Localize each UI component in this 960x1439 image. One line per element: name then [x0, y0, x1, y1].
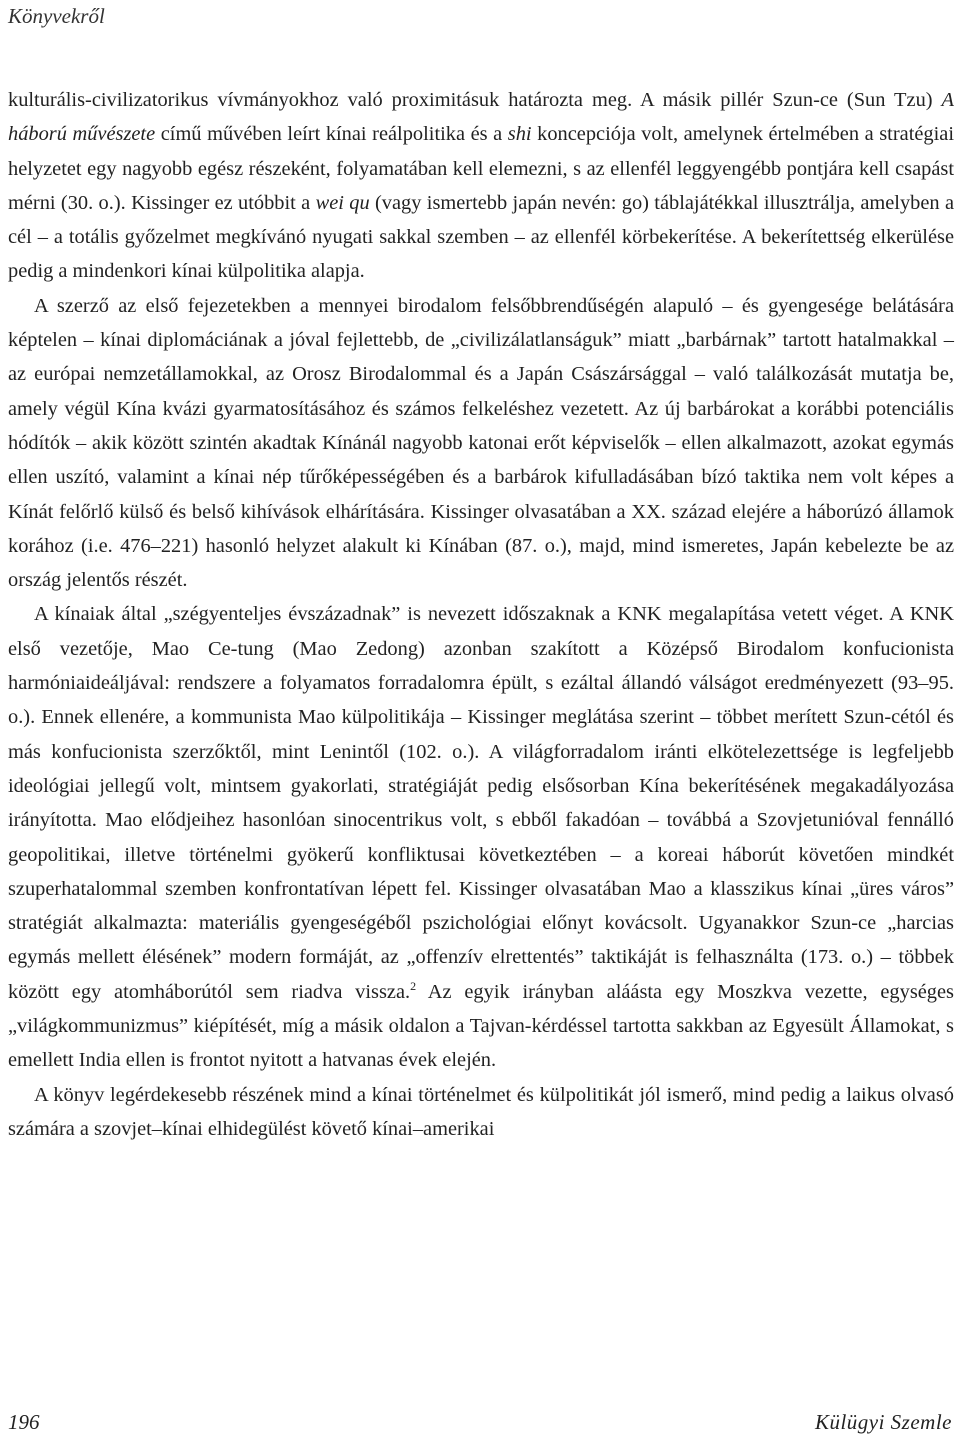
text-run: (vagy ismertebb japán nevén: go) táblajátékkal illusztrálja, amelyben a cél – a totális győzelmet megkívánó nyugati sakkal szemben – az ellenfél körbekerítése. A bekerítettség elkerülése pedig a mindenkori kínai külpolitika alapja.: [8, 191, 954, 283]
text-run: koncepciója volt, amelynek értelmében a stratégiai helyzetet egy nagyobb egész részeként, folyamatában kell elemezni, s az ellenfél leggyengébb pontjára kell csapást mérni (30. o.). Kissinger ez utóbbit a: [8, 123, 954, 214]
paragraph: [8, 289, 954, 598]
text-run: A könyv legérdekesebb részének mind a kínai történelmet és külpolitikát jól ismerő, mind pedig a laikus olvasó számára a szovjet–kínai elhidegülést követő kínai–amerikai: [8, 1083, 954, 1140]
page-number: 196: [8, 1410, 40, 1434]
paragraph: [8, 597, 954, 1077]
article-body: [8, 83, 954, 1146]
text-run: kulturális-civilizatorikus vívmányokhoz való proximitásuk határozta meg. A másik pillér Szun-ce (Sun Tzu): [8, 89, 942, 111]
footnote-marker: 2: [410, 978, 417, 993]
text-run: A kínaiak által „szégyenteljes évszázadnak” is nevezett időszaknak a KNK megalapítása vetett véget. A KNK első vezetője, Mao Ce-tung (Mao Zedong) azonban szakított a Középső Birodalom konfucionista harmóniaideáljával: rendszere a folyamatos forradalomra épült, s ezáltal állandó válságot eredményezett (93–95. o.). Ennek ellenére, a kommunista Mao külpolitikája – Kissinger meglátása szerint – többet merített Szun-cétól és más konfucionista szerzőktől, mint Lenintől (102. o.). A világforradalom iránti elkötelezettsége is legfeljebb ideológiai jellegű volt, mintsem gyakorlati, stratégiáját pedig elsősorban Kína bekerítésének megakadályozása irányította. Mao elődjeihez hasonlóan sinocentrikus volt, s ebből fakadóan – továbbá a Szovjetunióval fennálló geopolitikai, illetve történelmi gyökerű konfliktusai következtében – a koreai háborút követően mindkét szuperhatalommal szemben konfrontatívan lépett fel. Kissinger olvasatában Mao a klasszikus kínai „üres város” stratégiát alkalmazta: materiális gyengeségéből pszichológiai előnyt kovácsolt. Ugyanakkor Szun-ce „harcias egymás mellett élésének” modern formáját, az „offenzív elrettentés” taktikáját is felhasználta (173. o.) – többek között egy atomháborútól sem riadva vissza.: [8, 603, 954, 1003]
text-run: című művében leírt kínai reálpolitika és a: [155, 123, 508, 146]
italic-term: shi: [507, 123, 532, 146]
running-header: Könyvekről: [8, 4, 105, 28]
text-run: Az egyik irányban aláásta egy Moszkva vezette, egységes „világkommunizmus” kiépítését, míg a másik oldalon a Tajvan-kérdéssel tartotta sakkban az Egyesült Államokat, s emellett India ellen is frontot nyitott a hatvanas évek elején.: [8, 980, 954, 1072]
text-run: A szerző az első fejezetekben a mennyei birodalom felsőbbrendűségén alapuló – és gyengesége belátására képtelen – kínai diplomáciának a jóval fejlettebb, de „civilizálatlanságuk” miatt „barbárnak” tartott hatalmakkal – az európai nemzetállamokkal, az Orosz Birodalommal és a Japán Császársággal – való találkozását mutatja be, amely végül Kína kvázi gyarmatosításához és számos felkeléshez vezetett. Az új barbárokat a korábbi potenciális hódítók – akik között szintén akadtak Kínánál nagyobb katonai erőt képviselők – ellen alkalmazott, azokat egymás ellen uszító, valamint a kínai nép tűrőképességében és a barbárok kifulladásában bízó taktika nem volt képes a Kínát felőrlő külső és belső kihívások elhárítására. Kissinger olvasatában a XX. század elejére a háborúzó államok korához (i.e. 476–221) hasonló helyzet alakult ki Kínában (87. o.), majd, mind ismeretes, Japán kebelezte be az ország jelentős részét.: [8, 294, 954, 592]
italic-term: wei qu: [315, 191, 370, 214]
paragraph: [8, 83, 954, 289]
paragraph: [8, 1078, 954, 1147]
italic-term: A háború művészete: [8, 89, 954, 146]
journal-title: Külügyi Szemle: [814, 1410, 952, 1434]
